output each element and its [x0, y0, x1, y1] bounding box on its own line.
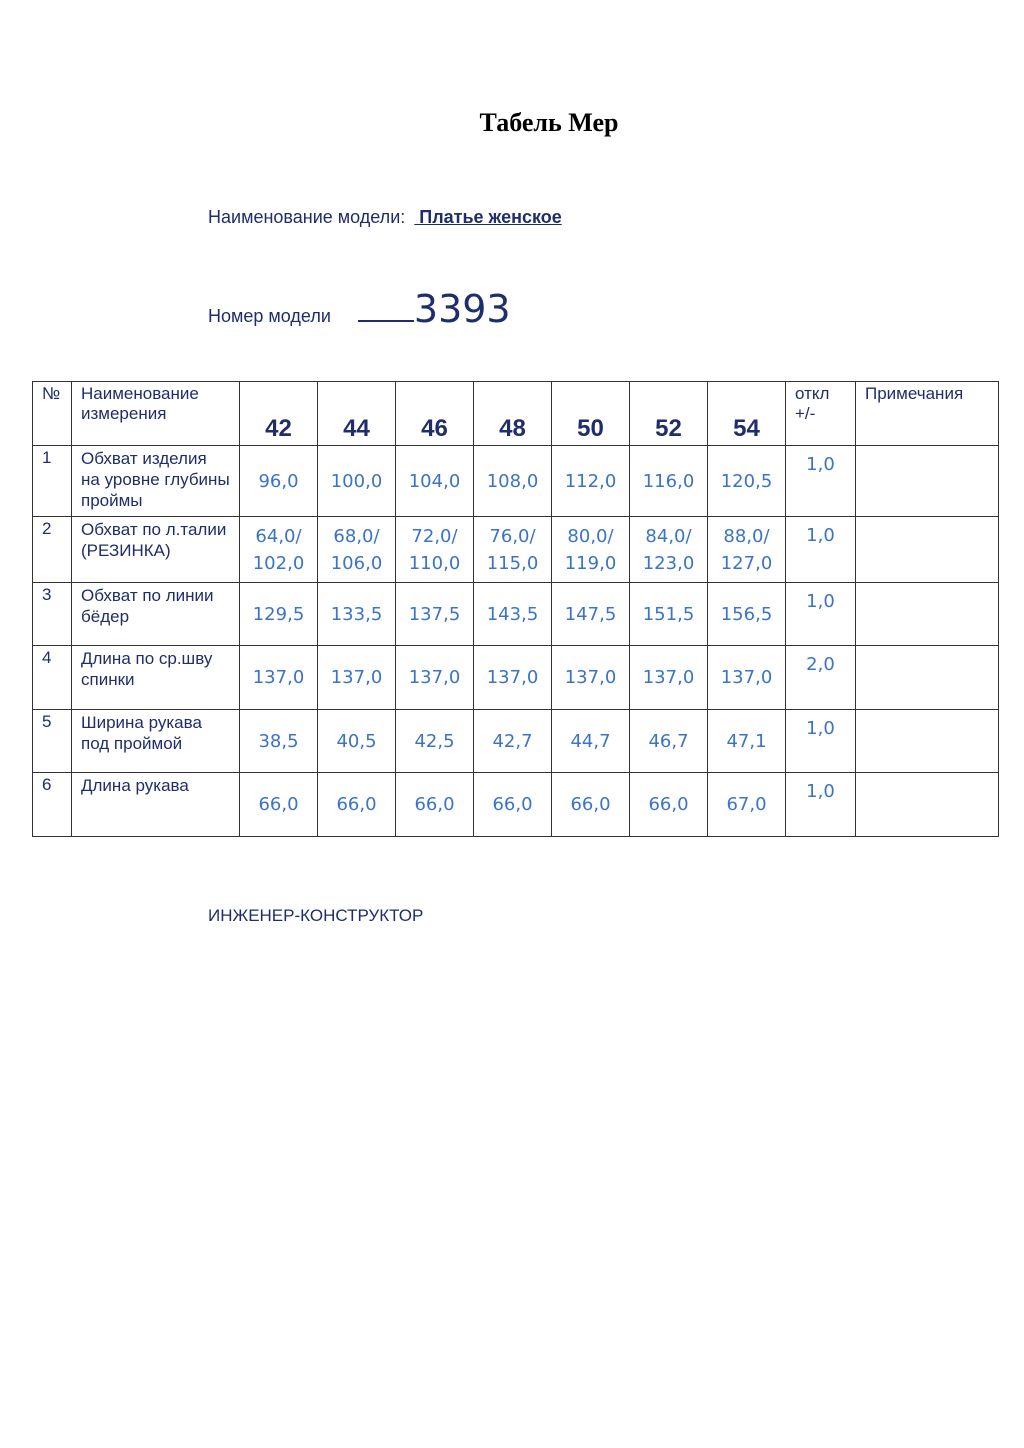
measurement-value: 72,0/ 110,0 — [396, 517, 474, 583]
row-number: 3 — [33, 583, 72, 646]
measurement-value: 40,5 — [318, 710, 396, 773]
measurement-name: Обхват изделия на уровне глубины проймы — [72, 446, 240, 517]
tolerance-value: 1,0 — [786, 583, 856, 646]
measurement-value: 68,0/ 106,0 — [318, 517, 396, 583]
header-name: Наименование измерения — [72, 382, 240, 446]
header-row — [33, 382, 999, 446]
measurement-value: 66,0 — [240, 773, 318, 837]
measurement-value: 137,0 — [318, 646, 396, 710]
measurement-value: 66,0 — [474, 773, 552, 837]
measurement-value: 64,0/ 102,0 — [240, 517, 318, 583]
measurement-value: 88,0/ 127,0 — [708, 517, 786, 583]
row-number: 1 — [33, 446, 72, 517]
footer-signature-label: ИНЖЕНЕР-КОНСТРУКТОР — [208, 906, 424, 925]
measurement-name: Обхват по линии бёдер — [72, 583, 240, 646]
measurement-value: 44,7 — [552, 710, 630, 773]
tolerance-value: 1,0 — [786, 446, 856, 517]
table-row — [33, 773, 999, 837]
measurement-value: 147,5 — [552, 583, 630, 646]
measurement-value: 76,0/ 115,0 — [474, 517, 552, 583]
row-number: 4 — [33, 646, 72, 710]
measurement-name: Длина рукава — [72, 773, 240, 837]
model-number-line — [208, 284, 511, 331]
measurement-value: 100,0 — [318, 446, 396, 517]
measurement-value: 80,0/ 119,0 — [552, 517, 630, 583]
measurement-value: 84,0/ 123,0 — [630, 517, 708, 583]
model-number-underline — [358, 320, 414, 322]
row-number: 2 — [33, 517, 72, 583]
measurement-name: Ширина рукава под проймой — [72, 710, 240, 773]
row-number: 6 — [33, 773, 72, 837]
notes-cell — [856, 446, 999, 517]
model-name-label: Наименование модели: — [208, 207, 406, 227]
notes-cell — [856, 583, 999, 646]
header-size: 48 — [474, 382, 552, 446]
model-number-label: Номер модели — [208, 306, 331, 326]
header-no: № — [33, 382, 72, 446]
measurement-value: 67,0 — [708, 773, 786, 837]
header-size: 46 — [396, 382, 474, 446]
table-row — [33, 517, 999, 583]
header-size: 54 — [708, 382, 786, 446]
measurement-value: 137,0 — [630, 646, 708, 710]
measurement-value: 66,0 — [630, 773, 708, 837]
header-tolerance: откл +/- — [786, 382, 856, 446]
model-name-value: Платье женское — [414, 207, 562, 227]
measurement-value: 143,5 — [474, 583, 552, 646]
measurement-value: 108,0 — [474, 446, 552, 517]
table-row — [33, 446, 999, 517]
tolerance-value: 2,0 — [786, 646, 856, 710]
row-number: 5 — [33, 710, 72, 773]
measurement-value: 42,5 — [396, 710, 474, 773]
header-size: 52 — [630, 382, 708, 446]
measurement-value: 137,0 — [240, 646, 318, 710]
measurement-value: 38,5 — [240, 710, 318, 773]
measurement-value: 137,0 — [552, 646, 630, 710]
measurement-value: 104,0 — [396, 446, 474, 517]
tolerance-value: 1,0 — [786, 517, 856, 583]
measurement-value: 47,1 — [708, 710, 786, 773]
measurement-value: 66,0 — [552, 773, 630, 837]
model-name-line — [208, 207, 562, 228]
table-row — [33, 710, 999, 773]
measurement-name: Обхват по л.талии (РЕЗИНКА) — [72, 517, 240, 583]
measurement-value: 112,0 — [552, 446, 630, 517]
measurement-value: 137,0 — [474, 646, 552, 710]
measurements-table — [32, 381, 999, 837]
measurement-value: 42,7 — [474, 710, 552, 773]
header-size: 50 — [552, 382, 630, 446]
measurement-value: 66,0 — [318, 773, 396, 837]
notes-cell — [856, 773, 999, 837]
measurement-value: 137,0 — [708, 646, 786, 710]
notes-cell — [856, 517, 999, 583]
measurement-value: 133,5 — [318, 583, 396, 646]
model-number-value: 3393 — [413, 287, 511, 331]
measurement-value: 120,5 — [708, 446, 786, 517]
measurement-value: 46,7 — [630, 710, 708, 773]
page-title: Табель Мер — [479, 108, 619, 137]
measurement-value: 137,0 — [396, 646, 474, 710]
header-size: 42 — [240, 382, 318, 446]
measurement-value: 129,5 — [240, 583, 318, 646]
tolerance-value: 1,0 — [786, 773, 856, 837]
notes-cell — [856, 710, 999, 773]
measurement-value: 137,5 — [396, 583, 474, 646]
measurement-value: 151,5 — [630, 583, 708, 646]
measurement-name: Длина по ср.шву спинки — [72, 646, 240, 710]
header-notes: Примечания — [856, 382, 999, 446]
measurement-value: 156,5 — [708, 583, 786, 646]
measurement-value: 66,0 — [396, 773, 474, 837]
table-row — [33, 583, 999, 646]
measurement-value: 116,0 — [630, 446, 708, 517]
tolerance-value: 1,0 — [786, 710, 856, 773]
table-row — [33, 646, 999, 710]
header-size: 44 — [318, 382, 396, 446]
notes-cell — [856, 646, 999, 710]
measurement-value: 96,0 — [240, 446, 318, 517]
